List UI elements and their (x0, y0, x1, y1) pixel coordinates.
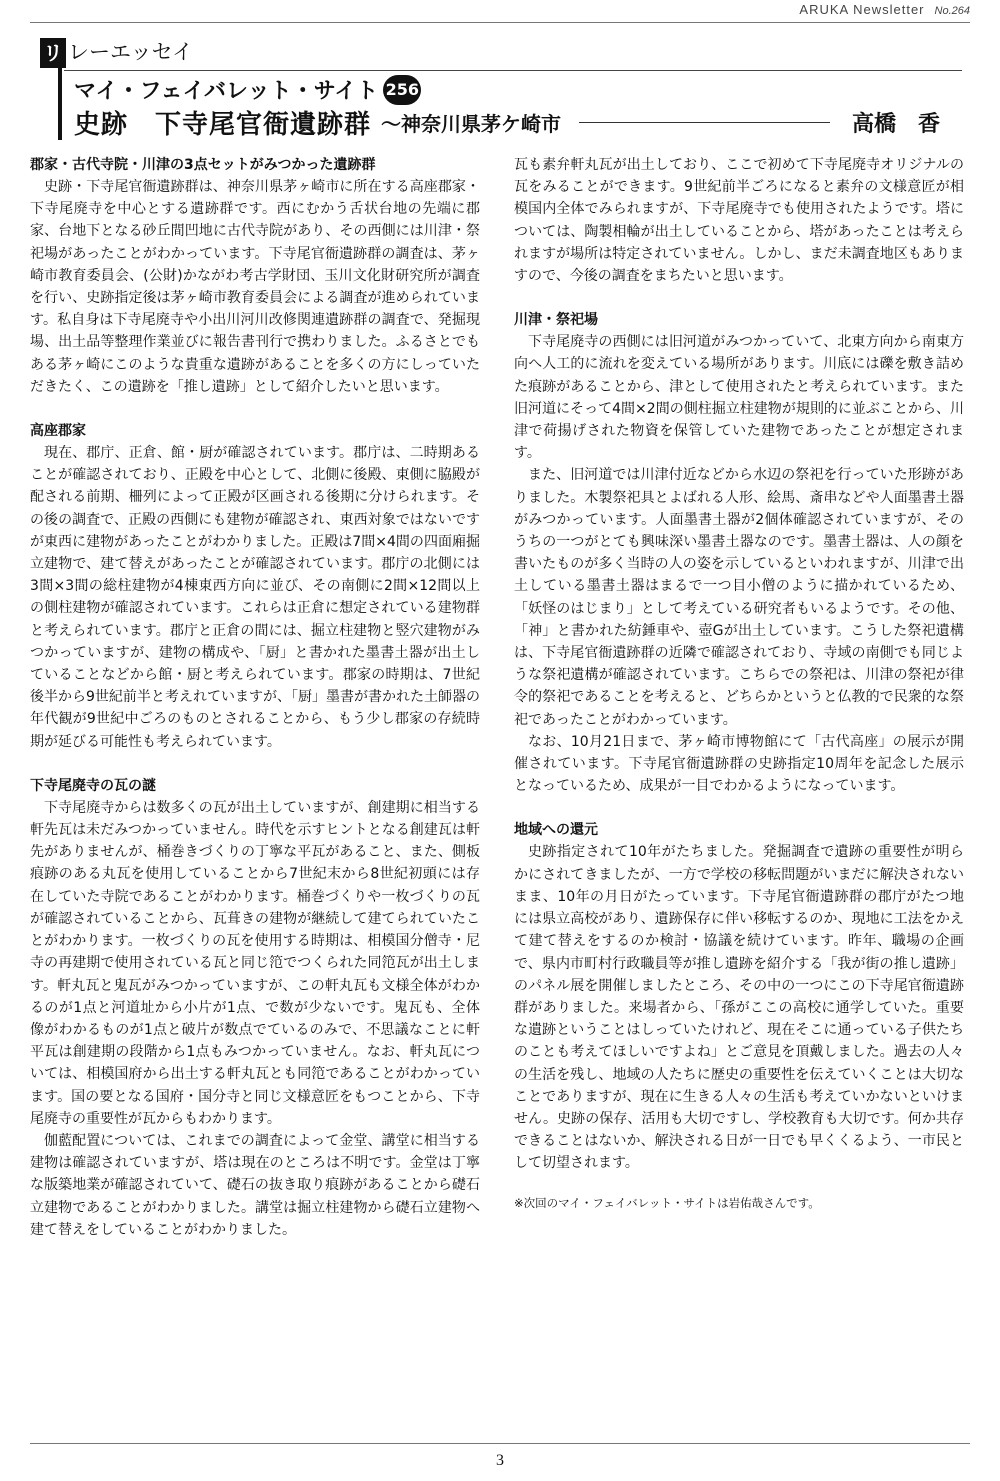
series-number-badge: 256 (383, 75, 421, 105)
article-title-row (74, 104, 940, 140)
paragraph: また、旧河道では川津付近などから水辺の祭祀を行っていた形跡がありました。木製祭祀具とよばれる人形、絵馬、斎串などや人面墨書土器がみつかっています。人面墨書土器が2個体確認されていますが、そのうちの一つがとても興味深い墨書土器なのです。墨書土器は、人の顔を書いたものが多く当時の人の姿を示しているといわれますが、川津で出土している墨書土器はまるで一つ目小僧のように描かれているため、「妖怪のはじまり」として考えている研究者もいるようです。その他、「神」と書かれた紡錘車や、壺Gが出土しています。こうした祭祀遺構は、下寺尾官衙遺跡群の近隣で確認されており、寺域の南側でも同じような祭祀遺構が確認されています。こちらでの祭祀は、川津の祭祀が律令的祭祀であることを考えると、どちらかというと仏教的で民衆的な祭祀であったことがわかっています。 (514, 467, 964, 728)
article-subtitle: ～神奈川県茅ケ崎市 (381, 111, 562, 136)
newsletter-header (799, 2, 970, 17)
series-divider (64, 70, 962, 71)
paragraph: 現在、郡庁、正倉、館・厨が確認されています。郡庁は、二時期あることが確認されており、正殿を中心として、北側に後殿、東側に脇殿が配される前期、柵列によって正殿が区画される後期に分けられます。その後の調査で、正殿の西側にも建物が確認され、東西対象ではないですが東西に建物があったことがわかりました。正殿は7間×4間の四面廂掘立建物で、建て替えがあったことが確認されています。郡庁の北側には3間×3間の総柱建物が4棟東西方向に並び、その南側に2間×12間以上の側柱建物が確認されています。これらは正倉に想定されている建物群と考えられています。郡庁と正倉の間には、掘立柱建物と竪穴建物がみつかっていますが、建物の構成や、「厨」と書かれた墨書土器が出土していることなどから館・厨と考えられています。郡家の時期は、7世紀後半から9世紀前半と考えれていますが、「厨」墨書が書かれた土師器の年代観が9世紀中ごろのものとされることから、もう少し郡家の存続時期が延びる可能性も考えられています。 (30, 445, 480, 750)
favorite-site-label (74, 74, 421, 105)
issue-number: No.264 (934, 5, 970, 17)
section-heading: 地域への還元 (514, 822, 598, 839)
section-heading: 郡家・古代寺院・川津の3点セットがみつかった遺跡群 (30, 157, 376, 173)
paragraph: 史跡指定されて10年がたちました。発掘調査で遺跡の重要性が明らかにされてきましたが、一方で学校の移転問題がいまだに解決されないまま、10年の月日がたっています。下寺尾官衙遺跡群の郡庁がたつ地には県立高校があり、遺跡保存に伴い移転するのか、現地に工法をかえて建て替えをするのか検討・協議を続けています。昨年、職場の企画で、県内市町村行政職員等が推し遺跡を紹介する「我が街の推し遺跡」のパネル展を開催しましたところ、その中の一つにこの下寺尾官衙遺跡群がありました。来場者から、「孫がここの高校に通学していた。重要な遺跡ということはしっていたけれど、現在そこに通っている子供たちのことも考えてほしいですよね」とご意見を頂戴しました。過去の人々の生活を残し、地域の人たちに歴史の重要性を伝えていくことは大切なことでありますが、現在に生きる人々の生活も考えていかないといけません。史跡の保存、活用も大切ですし、学校教育も大切です。何か共存できることはないか、解決される日が一日でも早くくるよう、一市民として切望されます。 (514, 844, 964, 1172)
paragraph: 史跡・下寺尾官衙遺跡群は、神奈川県茅ヶ崎市に所在する高座郡家・下寺尾廃寺を中心とする遺跡群です。西にむかう舌状台地の先端に郡家、台地下となる砂丘間凹地に古代寺院があり、その西側には川津・祭祀場があったことがわかっています。下寺尾官衙遺跡群の調査は、茅ヶ崎市教育委員会、(公財)かながわ考古学財団、玉川文化財研究所が調査を行い、史跡指定後は茅ヶ崎市教育委員会による調査が進められています。私自身は下寺尾廃寺や小出川河川改修関連遺跡群の調査で、発掘現場、出土品等整理作業並びに報告書刊行で携わりました。ふるさとでもある茅ヶ崎にこのような貴重な遺跡があることを多くの方にしっていただきたく、この遺跡を「推し遺跡」として紹介したいと思います。 (30, 179, 480, 395)
paragraph: 下寺尾廃寺からは数多くの瓦が出土していますが、創建期に相当する軒先瓦は未だみつかっていません。時代を示すヒントとなる創建瓦は軒先がありませんが、桶巻きづくりの丁寧な平瓦があること、また、側板痕跡のある丸瓦を使用していることから7世紀末から8世紀初頭には存在していた寺院であることがわかります。桶巻づくりや一枚づくりの瓦が確認されていることから、瓦葺きの建物が継続して建てられていたことがわかります。一枚づくりの瓦を使用する時期は、相模国分僧寺・尼寺の再建期で使用されている瓦と同じ笵でつくられた同笵瓦が出土します。軒丸瓦と鬼瓦がみつかっていますが、この軒丸瓦も文様全体がわかるのが1点と河道址から小片が1点、で数が少ないです。鬼瓦も、全体像がわかるものが1点と破片が数点でているのみで、不思議なことに軒平瓦は創建期の段階から1点もみつかっていません。なお、軒丸瓦については、相模国府から出土する軒丸瓦とも同笵であることがわかっています。国の要となる国府・国分寺と同じ文様意匠をもつことから、下寺尾廃寺の重要性が瓦からもわかります。 (30, 799, 480, 1127)
title-rule (579, 122, 830, 123)
title-accent-bar (58, 66, 62, 140)
section-heading: 川津・祭祀場 (514, 312, 598, 329)
top-divider (30, 22, 970, 23)
section-heading: 下寺尾廃寺の瓦の謎 (30, 777, 156, 794)
paragraph: 伽藍配置については、これまでの調査によって金堂、講堂に相当する建物は確認されていますが、塔は現在のところは不明です。金堂は丁寧な版築地業が確認されていて、礎石の抜き取り痕跡があることから礎石立建物であることがわかりました。講堂は掘立柱建物から礎石立建物へ建て替えをしていることがわかりました。 (30, 1132, 480, 1238)
favorite-site-title: マイ・フェイバレット・サイト (74, 79, 379, 104)
paragraph: なお、10月21日まで、茅ヶ崎市博物館にて「古代高座」の展示が開催されています。下寺尾官衙遺跡群の史跡指定10周年を記念した展示となっているため、成果が一目でわかるようになっています。 (514, 733, 964, 795)
author-name: 高橋 香 (851, 111, 940, 137)
section-heading: 高座郡家 (30, 423, 86, 440)
newsletter-name: ARUKA Newsletter (799, 2, 925, 17)
next-author-note: ※次回のマイ・フェイバレット・サイトは岩佑哉さんです。 (514, 1195, 820, 1210)
series-label: レーエッセイ (68, 40, 193, 64)
continued-paragraph: 瓦も素弁軒丸瓦が出土しており、ここで初めて下寺尾廃寺オリジナルの瓦をみることができます。9世紀前半ごろになると素弁の文様意匠が相模国内全体でみられますが、下寺尾廃寺でも使用されたようです。塔については、陶製相輪が出土していることから、塔があったことは考えられますが場所は特定されていません。しかし、まだ未調査地区もありますので、今後の調査をまちたいと思います。 (514, 157, 964, 285)
series-initial: リ (40, 38, 66, 68)
left-column (30, 154, 480, 1241)
bottom-divider (30, 1443, 970, 1444)
article-title: 史跡 下寺尾官衙遺跡群 (74, 109, 372, 140)
right-column (514, 154, 964, 1213)
page-number: 3 (496, 1452, 504, 1469)
paragraph: 下寺尾廃寺の西側には旧河道がみつかっていて、北東方向から南東方向へ人工的に流れを変えている場所があります。川底には礫を敷き詰めた痕跡があることから、津として使用されたと考えられています。また旧河道にそって4間×2間の側柱掘立柱建物が規則的に並ぶことから、川津で荷揚げされた物資を保管していた建物であったことが想定されます。 (514, 334, 964, 462)
